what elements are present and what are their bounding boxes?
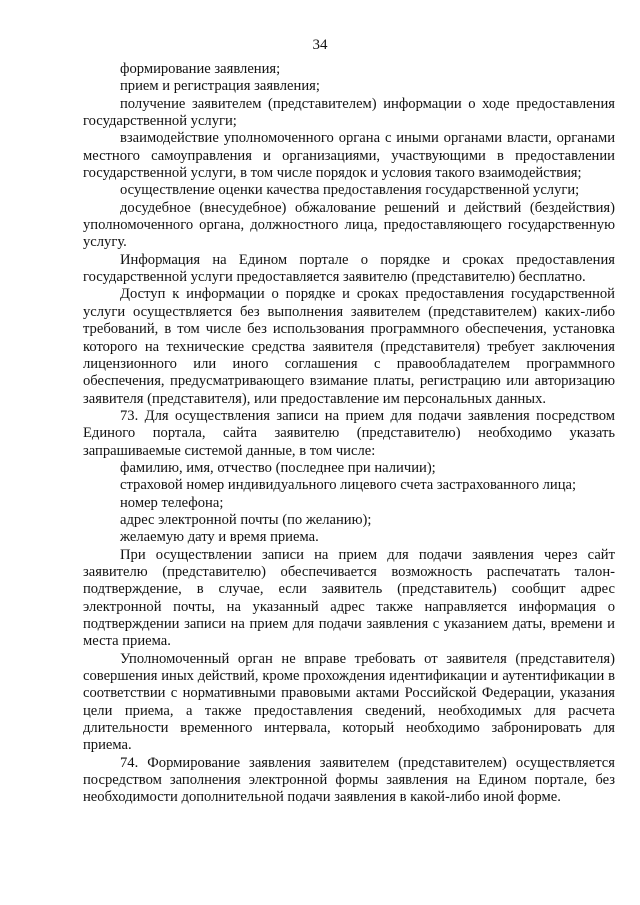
paragraph-appeal: досудебное (внесудебное) обжалование решений и действий (бездействия) уполномоченного органа, должностного лица, предоставляющего государственную услугу. [83, 199, 615, 251]
paragraph-progress-info: получение заявителем (представителем) информации о ходе предоставления государственной услуги; [83, 95, 615, 130]
paragraph-73-appointment: 73. Для осуществления записи на прием для подачи заявления посредством Единого портала, сайта заявителю (представителю) необходимо указать запрашиваемые системой данные, в том числе: [83, 407, 615, 459]
paragraph-application-forming: формирование заявления; [120, 61, 281, 77]
paragraph-interaction: взаимодействие уполномоченного органа с иными органами власти, органами местного самоуправления и организациями, участвующими в предоставлении государственной услуги, в том числе порядок и условия такого взаимодействия; [83, 130, 615, 182]
paragraph-authority-restrictions: Уполномоченный орган не вправе требовать от заявителя (представителя) совершения иных действий, кроме прохождения идентификации и аутентификации в соответствии с нормативными правовыми актами Российской Федерации, указания цели приема, а также предоставления сведений, необходимых для расчета длительности временного интервала, который необходимо забронировать для приема. [83, 650, 615, 754]
page-number: 34 [312, 37, 328, 53]
paragraph-desired-date: желаемую дату и время приема. [120, 529, 319, 546]
paragraph-access-to-info: Доступ к информации о порядке и сроках предоставления государственной услуги осуществляется без выполнения заявителем (представителем) каких-либо требований, в том числе без использования программного обеспечения, установка которого на технические средства заявителя (представителя) требует заключения лицензионного или иного соглашения с правообладателем программного обеспечения, предусматривающего взимание платы, регистрацию или авторизацию заявителя (представителя), или предоставление им персональных данных. [83, 286, 615, 407]
document-body [83, 61, 615, 807]
paragraph-quality-assessment: осуществление оценки качества предоставления государственной услуги; [120, 182, 580, 199]
paragraph-snils: страховой номер индивидуального лицевого счета застрахованного лица; [120, 477, 577, 494]
paragraph-confirmation-ticket: При осуществлении записи на прием для подачи заявления через сайт заявителю (представителю) обеспечивается возможность распечатать талон-подтверждение, в случае, если заявитель (представитель) сообщит адрес электронной почты, на указанный адрес также направляется информация о подтверждении записи на прием для подачи заявления с указанием даты, времени и места приема. [83, 546, 615, 650]
paragraph-phone: номер телефона; [120, 494, 224, 511]
paragraph-application-registration: прием и регистрация заявления; [120, 78, 320, 95]
paragraph-email: адрес электронной почты (по желанию); [120, 511, 372, 528]
paragraph-portal-info-free: Информация на Едином портале о порядке и сроках предоставления государственной услуги предоставляется заявителю (представителю) бесплатно. [83, 251, 615, 286]
paragraph-74-electronic-form: 74. Формирование заявления заявителем (представителем) осуществляется посредством заполнения электронной формы заявления на Едином портале, без необходимости дополнительной подачи заявления в какой-либо иной форме. [83, 754, 615, 806]
paragraph-full-name: фамилию, имя, отчество (последнее при наличии); [120, 459, 436, 476]
